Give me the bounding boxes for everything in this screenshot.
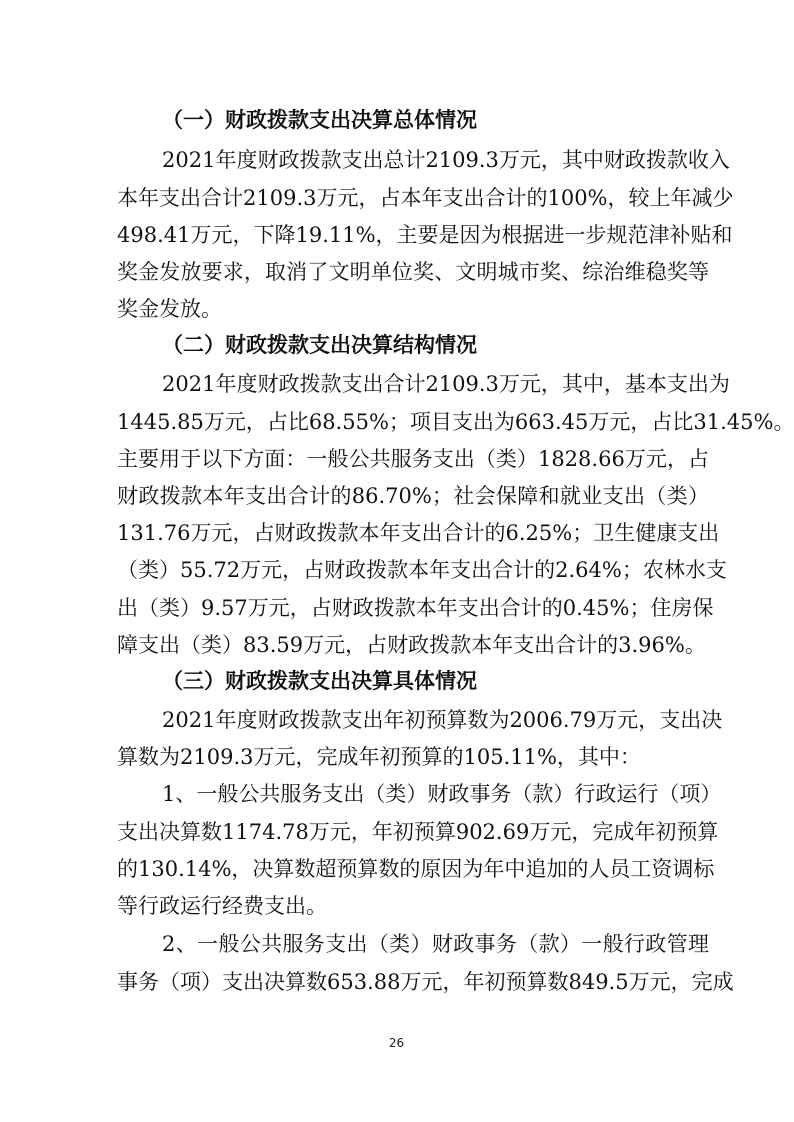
paragraph-line: 算数为2109.3万元，完成年初预算的105.11%，其中： — [117, 745, 641, 769]
section-heading-2: （二）财政拨款支出决算结构情况 — [162, 333, 477, 357]
paragraph-line: 2021年度财政拨款支出合计2109.3万元，其中，基本支出为 — [162, 372, 730, 396]
paragraph-line: 出（类）9.57万元，占财政拨款本年支出合计的0.45%；住房保 — [117, 596, 714, 620]
section-heading-3: （三）财政拨款支出决算具体情况 — [162, 669, 477, 693]
paragraph-line: 支出决算数1174.78万元，年初预算902.69万元，完成年初预算 — [117, 820, 719, 844]
section-heading-1: （一）财政拨款支出决算总体情况 — [162, 108, 477, 132]
page-number: 26 — [388, 1036, 405, 1050]
paragraph-line: 1445.85万元，占比68.55%；项目支出为663.45万元，占比31.45%。 — [117, 410, 794, 434]
paragraph-line: 等行政运行经费支出。 — [117, 894, 327, 918]
paragraph-line: 障支出（类）83.59万元，占财政拨款本年支出合计的3.96%。 — [117, 633, 706, 657]
paragraph-line: 事务（项）支出决算数653.88万元，年初预算数849.5万元，完成 — [117, 970, 734, 994]
paragraph-line: 1、一般公共服务支出（类）财政事务（款）行政运行（项） — [162, 782, 722, 806]
paragraph-line: 498.41万元，下降19.11%，主要是因为根据进一步规范津补贴和 — [117, 223, 733, 247]
paragraph-line: 2、一般公共服务支出（类）财政事务（款）一般行政管理 — [162, 932, 709, 956]
paragraph-line: 2021年度财政拨款支出年初预算数为2006.79万元，支出决 — [162, 708, 723, 732]
paragraph-line: 本年支出合计2109.3万元，占本年支出合计的100%，较上年减少 — [117, 186, 734, 210]
paragraph-line: 主要用于以下方面：一般公共服务支出（类）1828.66万元，占 — [117, 447, 709, 471]
paragraph-line: 的130.14%，决算数超预算数的原因为年中追加的人员工资调标 — [117, 857, 715, 881]
paragraph-line: 131.76万元，占财政拨款本年支出合计的6.25%；卫生健康支出 — [117, 521, 720, 545]
paragraph-line: （类）55.72万元，占财政拨款本年支出合计的2.64%；农林水支 — [117, 558, 727, 582]
paragraph-line: 2021年度财政拨款支出总计2109.3万元，其中财政拨款收入 — [162, 148, 730, 172]
paragraph-line: 奖金发放要求，取消了文明单位奖、文明城市奖、综治维稳奖等 — [117, 260, 709, 284]
paragraph-line: 奖金发放。 — [117, 297, 222, 321]
paragraph-line: 财政拨款本年支出合计的86.70%；社会保障和就业支出（类） — [117, 484, 709, 508]
